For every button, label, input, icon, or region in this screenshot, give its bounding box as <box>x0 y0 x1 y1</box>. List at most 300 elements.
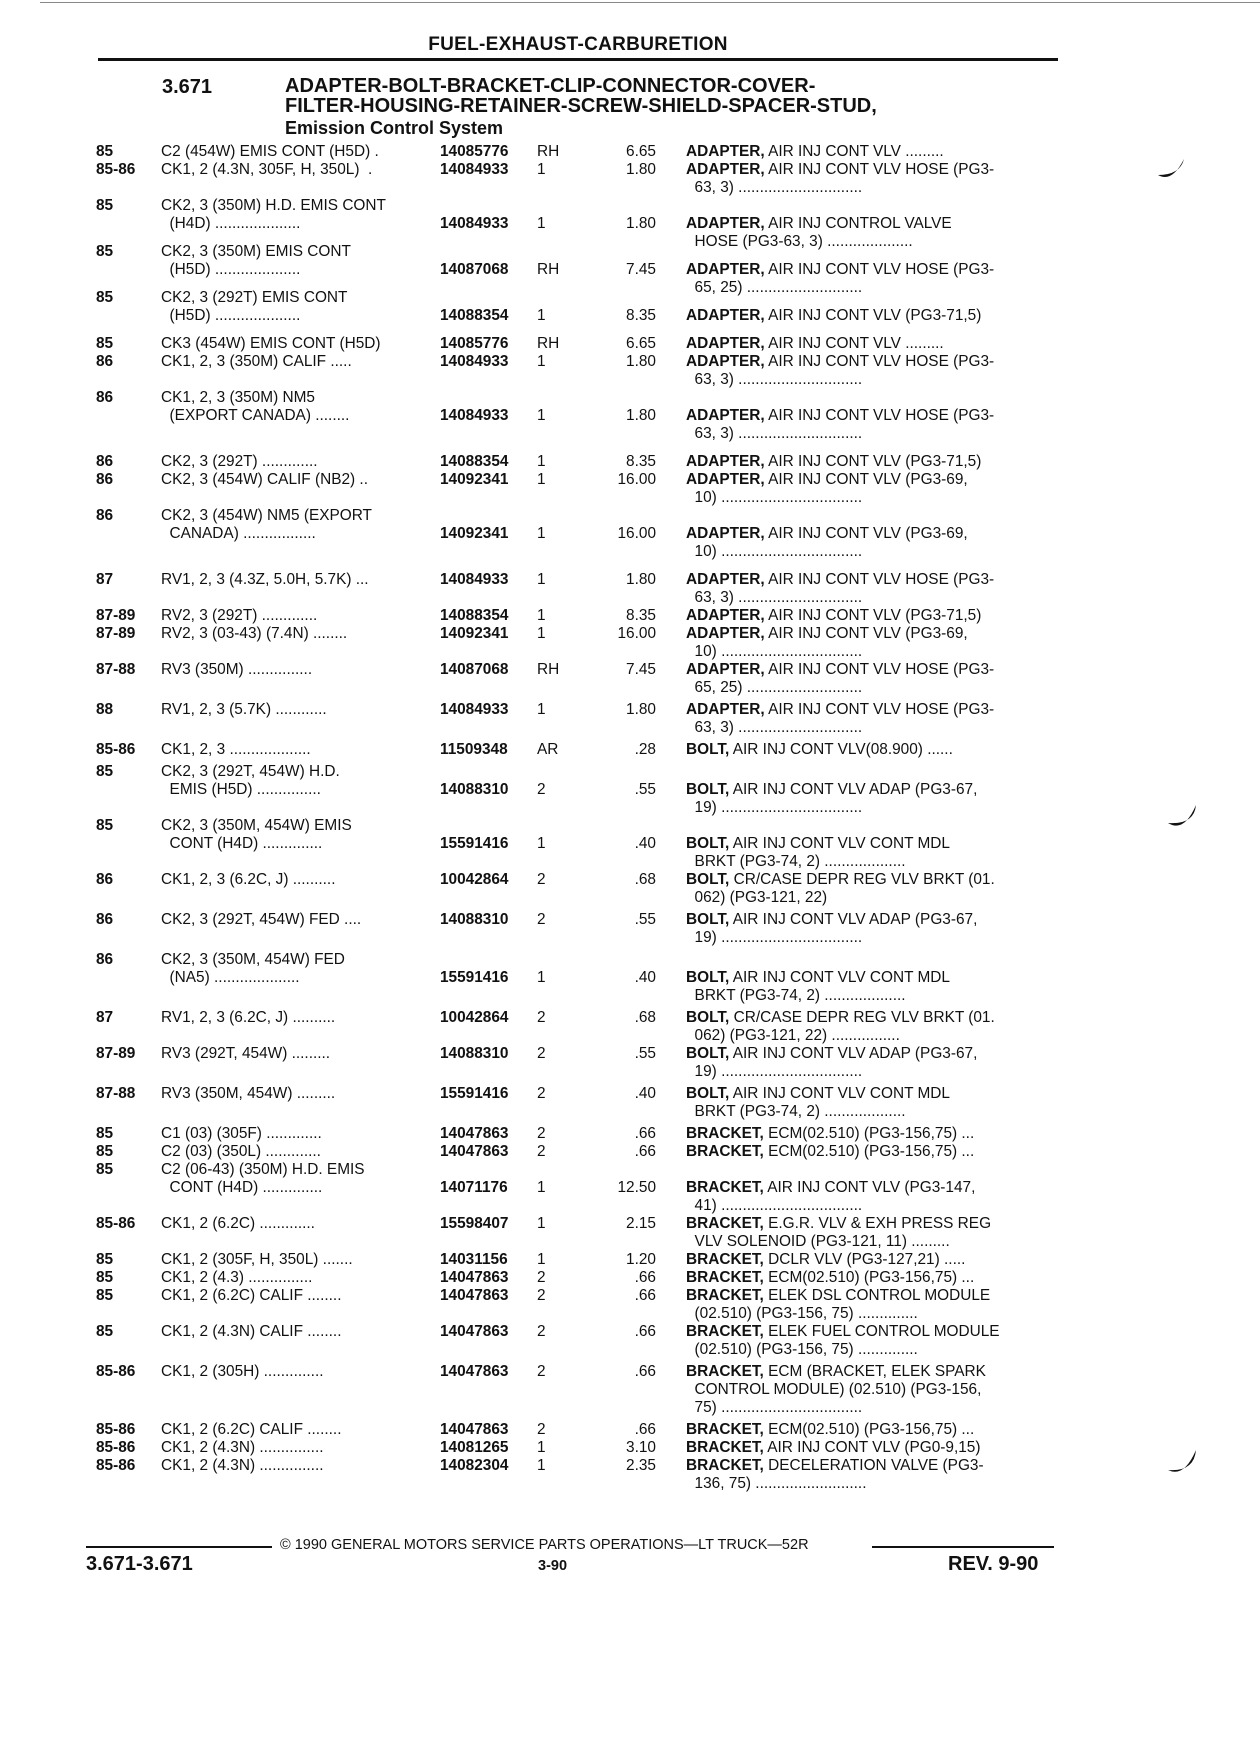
model-line: CK1, 2 (305H) .............. <box>161 1363 324 1380</box>
part-row <box>96 1421 1096 1439</box>
description-text: AIR INJ CONT VLV ......... <box>764 143 944 160</box>
description-line <box>686 1363 1108 1381</box>
model-line: (H5D) .................... <box>161 307 301 324</box>
quantity: 2 <box>537 1363 546 1380</box>
price: 1.80 <box>626 701 656 718</box>
part-number: 14047863 <box>440 1269 509 1286</box>
description-text: AIR INJ CONT VLV(08.900) ...... <box>729 741 953 758</box>
description-line: 10) ................................. <box>686 489 863 506</box>
description-text: AIR INJ CONT VLV (PG0-9,15) <box>763 1439 981 1456</box>
model-application <box>161 625 433 643</box>
model-year: 85 <box>96 1269 114 1286</box>
part-description <box>686 781 1108 817</box>
description-text: CR/CASE DEPR REG VLV BRKT (01. <box>729 1009 995 1026</box>
part-number: 14092341 <box>440 625 509 642</box>
model-application <box>161 701 433 719</box>
model-line: CK1, 2 (4.3N) ............... <box>161 1439 324 1456</box>
model-year: 85 <box>96 1251 114 1268</box>
price: .68 <box>634 871 656 888</box>
part-row <box>96 817 1096 871</box>
description-line <box>686 1421 1108 1439</box>
description-line: 062) (PG3-121, 22) ................ <box>686 1027 900 1044</box>
part-name: BRACKET, <box>686 1323 764 1340</box>
description-text: AIR INJ CONT VLV CONT MDL <box>729 1085 950 1102</box>
quantity: RH <box>537 261 560 278</box>
price: .66 <box>634 1421 656 1438</box>
price: 1.80 <box>626 161 656 178</box>
model-line: CK2, 3 (350M, 454W) FED <box>161 951 345 968</box>
top-edge-rule <box>40 2 1260 3</box>
part-row <box>96 471 1096 507</box>
part-number: 14088310 <box>440 911 509 928</box>
description-line <box>686 969 1108 987</box>
model-application <box>161 911 433 929</box>
description-line <box>686 143 1108 161</box>
description-line <box>686 353 1108 371</box>
part-number: 14084933 <box>440 571 509 588</box>
part-description <box>686 471 1108 507</box>
description-line: 062) (PG3-121, 22) <box>686 889 828 906</box>
part-row <box>96 871 1096 911</box>
description-line: VLV SOLENOID (PG3-121, 11) ......... <box>686 1233 950 1250</box>
part-name: BOLT, <box>686 1085 730 1102</box>
description-text: DCLR VLV (PG3-127,21) ..... <box>763 1251 966 1268</box>
model-line: CK1, 2, 3 ................... <box>161 741 311 758</box>
part-description <box>686 143 1108 161</box>
model-line: CK2, 3 (350M) EMIS CONT <box>161 243 351 260</box>
model-year: 85-86 <box>96 1215 136 1232</box>
description-line: 63, 3) ............................. <box>686 179 863 196</box>
part-description <box>686 407 1108 443</box>
price: .66 <box>634 1143 656 1160</box>
quantity: 2 <box>537 1085 546 1102</box>
price: 8.35 <box>626 453 656 470</box>
quantity: 1 <box>537 1439 546 1456</box>
model-application <box>161 453 433 471</box>
description-line <box>686 215 1108 233</box>
part-description <box>686 625 1108 661</box>
description-line: 10) ................................. <box>686 543 863 560</box>
description-line <box>686 607 1108 625</box>
model-year: 87 <box>96 1009 114 1026</box>
part-name: BOLT, <box>686 911 730 928</box>
model-year: 87 <box>96 571 114 588</box>
part-name: BOLT, <box>686 741 730 758</box>
model-year: 86 <box>96 507 114 524</box>
part-row <box>96 1045 1096 1085</box>
model-line: C2 (03) (350L) ............. <box>161 1143 321 1160</box>
model-line: RV2, 3 (03-43) (7.4N) ........ <box>161 625 348 642</box>
quantity: 2 <box>537 1421 546 1438</box>
description-line <box>686 161 1108 179</box>
description-line <box>686 911 1108 929</box>
description-line <box>686 1009 1108 1027</box>
description-text: ECM(02.510) (PG3-156,75) ... <box>763 1143 975 1160</box>
description-text: AIR INJ CONT VLV HOSE (PG3- <box>764 353 995 370</box>
part-name: ADAPTER, <box>686 661 765 678</box>
model-line: EMIS (H5D) ............... <box>161 781 321 798</box>
description-line <box>686 625 1108 643</box>
part-description <box>686 1045 1108 1081</box>
price: .40 <box>634 1085 656 1102</box>
price: .55 <box>634 911 656 928</box>
description-line <box>686 1439 1108 1457</box>
part-number: 15598407 <box>440 1215 509 1232</box>
part-number: 14082304 <box>440 1457 509 1474</box>
price: 1.80 <box>626 353 656 370</box>
description-text: AIR INJ CONT VLV HOSE (PG3- <box>764 161 995 178</box>
model-line: RV2, 3 (292T) ............. <box>161 607 318 624</box>
model-application <box>161 243 433 279</box>
model-year: 86 <box>96 453 114 470</box>
quantity: 2 <box>537 1143 546 1160</box>
part-number: 14047863 <box>440 1143 509 1160</box>
quantity: 1 <box>537 407 546 424</box>
part-number: 14085776 <box>440 335 509 352</box>
description-line: BRKT (PG3-74, 2) ................... <box>686 987 906 1004</box>
quantity: 1 <box>537 307 546 324</box>
description-text: AIR INJ CONT VLV HOSE (PG3- <box>764 701 995 718</box>
part-description <box>686 1125 1108 1143</box>
price: 16.00 <box>617 625 656 642</box>
part-row <box>96 1085 1096 1125</box>
price: 7.45 <box>626 661 656 678</box>
part-number: 14087068 <box>440 261 509 278</box>
part-row <box>96 1439 1096 1457</box>
part-description <box>686 307 1108 325</box>
model-application <box>161 353 433 371</box>
model-year: 86 <box>96 389 114 406</box>
description-line: (02.510) (PG3-156, 75) .............. <box>686 1341 918 1358</box>
price: .66 <box>634 1323 656 1340</box>
price: 7.45 <box>626 261 656 278</box>
description-line: 19) ................................. <box>686 799 863 816</box>
description-line <box>686 1125 1108 1143</box>
description-text: AIR INJ CONT VLV (PG3-69, <box>764 625 968 642</box>
model-application <box>161 389 433 425</box>
description-text: AIR INJ CONT VLV CONT MDL <box>729 969 950 986</box>
model-year: 87-89 <box>96 625 136 642</box>
part-row <box>96 389 1096 453</box>
part-name: BRACKET, <box>686 1215 764 1232</box>
description-line: 10) ................................. <box>686 643 863 660</box>
part-number: 14047863 <box>440 1323 509 1340</box>
part-description <box>686 1323 1108 1359</box>
description-line <box>686 471 1108 489</box>
model-year: 88 <box>96 701 114 718</box>
model-application <box>161 161 433 179</box>
description-line <box>686 1323 1108 1341</box>
part-description <box>686 1085 1108 1121</box>
description-line: BRKT (PG3-74, 2) ................... <box>686 853 906 870</box>
binder-hole-mark-2 <box>1162 795 1202 835</box>
footer-revision: REV. 9-90 <box>948 1553 1039 1575</box>
part-number: 15591416 <box>440 969 509 986</box>
quantity: 1 <box>537 525 546 542</box>
model-year: 85 <box>96 243 114 260</box>
part-name: ADAPTER, <box>686 143 765 160</box>
part-name: BOLT, <box>686 969 730 986</box>
model-year: 86 <box>96 871 114 888</box>
model-line: CK1, 2 (6.2C) CALIF ........ <box>161 1287 342 1304</box>
model-year: 87-88 <box>96 661 136 678</box>
price: 2.35 <box>626 1457 656 1474</box>
price: .28 <box>634 741 656 758</box>
part-description <box>686 701 1108 737</box>
model-line: CK2, 3 (292T) ............. <box>161 453 318 470</box>
model-application <box>161 1045 433 1063</box>
description-line: 63, 3) ............................. <box>686 425 863 442</box>
part-name: ADAPTER, <box>686 607 765 624</box>
quantity: 1 <box>537 453 546 470</box>
model-line: CK1, 2 (4.3N, 305F, H, 350L) . <box>161 161 373 178</box>
quantity: 2 <box>537 1045 546 1062</box>
model-line: CANADA) ................. <box>161 525 316 542</box>
model-year: 85-86 <box>96 1457 136 1474</box>
part-row <box>96 1215 1096 1251</box>
description-line <box>686 1269 1108 1287</box>
model-line: RV3 (350M) ............... <box>161 661 313 678</box>
part-name: BOLT, <box>686 1045 730 1062</box>
model-year: 85 <box>96 335 114 352</box>
model-line: (H5D) .................... <box>161 261 301 278</box>
description-text: AIR INJ CONT VLV (PG3-71,5) <box>764 453 982 470</box>
part-description <box>686 1215 1108 1251</box>
description-line: 136, 75) .......................... <box>686 1475 867 1492</box>
model-year: 85 <box>96 817 114 834</box>
model-line: CK1, 2 (4.3) ............... <box>161 1269 313 1286</box>
part-number: 14047863 <box>440 1125 509 1142</box>
model-year: 85-86 <box>96 1421 136 1438</box>
description-text: AIR INJ CONT VLV HOSE (PG3- <box>764 407 995 424</box>
quantity: 1 <box>537 571 546 588</box>
model-line: CK1, 2, 3 (6.2C, J) .......... <box>161 871 336 888</box>
part-row <box>96 911 1096 951</box>
model-application <box>161 661 433 679</box>
part-description <box>686 871 1108 907</box>
model-line: CK1, 2 (305F, H, 350L) ....... <box>161 1251 353 1268</box>
part-name: BRACKET, <box>686 1421 764 1438</box>
model-application <box>161 1421 433 1439</box>
model-application <box>161 763 433 799</box>
description-line <box>686 407 1108 425</box>
section-number: 3.671 <box>162 76 213 98</box>
description-line <box>686 1045 1108 1063</box>
quantity: 2 <box>537 781 546 798</box>
model-application <box>161 607 433 625</box>
quantity: 2 <box>537 871 546 888</box>
quantity: RH <box>537 143 560 160</box>
model-application <box>161 1009 433 1027</box>
part-row <box>96 607 1096 625</box>
part-description <box>686 1363 1108 1417</box>
part-number: 14031156 <box>440 1251 508 1268</box>
description-text: AIR INJ CONT VLV (PG3-147, <box>763 1179 976 1196</box>
description-line: 63, 3) ............................. <box>686 589 863 606</box>
model-line: (NA5) .................... <box>161 969 300 986</box>
description-line: BRKT (PG3-74, 2) ................... <box>686 1103 906 1120</box>
part-row <box>96 741 1096 763</box>
description-text: CR/CASE DEPR REG VLV BRKT (01. <box>729 871 995 888</box>
price: 1.80 <box>626 407 656 424</box>
part-name: BRACKET, <box>686 1143 764 1160</box>
part-row <box>96 197 1096 250</box>
part-description <box>686 969 1108 1005</box>
description-line: 65, 25) ........................... <box>686 279 863 296</box>
part-number: 14085776 <box>440 143 509 160</box>
description-line: 63, 3) ............................. <box>686 719 863 736</box>
part-number: 14088310 <box>440 1045 509 1062</box>
part-description <box>686 835 1108 871</box>
quantity: 2 <box>537 1287 546 1304</box>
model-line: C2 (454W) EMIS CONT (H5D) . <box>161 143 379 160</box>
model-line: (EXPORT CANADA) ........ <box>161 407 350 424</box>
part-row <box>96 1143 1096 1161</box>
model-year: 85 <box>96 197 114 214</box>
part-row <box>96 701 1096 741</box>
model-year: 86 <box>96 911 114 928</box>
section-title-line-2: FILTER-HOUSING-RETAINER-SCREW-SHIELD-SPACER-STUD, <box>285 95 877 117</box>
model-application <box>161 1085 433 1103</box>
model-application <box>161 335 433 353</box>
model-application <box>161 871 433 889</box>
model-line: CONT (H4D) .............. <box>161 835 323 852</box>
model-line: CK2, 3 (292T, 454W) H.D. <box>161 763 340 780</box>
model-year: 85 <box>96 1125 114 1142</box>
model-application <box>161 507 433 543</box>
part-name: ADAPTER, <box>686 261 765 278</box>
quantity: 1 <box>537 1251 546 1268</box>
part-number: 14092341 <box>440 525 509 542</box>
model-year: 85 <box>96 1287 114 1304</box>
part-row <box>96 661 1096 701</box>
description-text: AIR INJ CONT VLV HOSE (PG3- <box>764 571 995 588</box>
description-line <box>686 1287 1108 1305</box>
part-number: 11509348 <box>440 741 508 758</box>
model-line: RV3 (350M, 454W) ......... <box>161 1085 336 1102</box>
model-line: CK2, 3 (292T, 454W) FED .... <box>161 911 362 928</box>
quantity: 2 <box>537 911 546 928</box>
part-name: BOLT, <box>686 781 730 798</box>
model-line: CK1, 2 (6.2C) ............. <box>161 1215 315 1232</box>
part-description <box>686 1179 1108 1215</box>
description-line <box>686 1085 1108 1103</box>
model-line: CK2, 3 (454W) CALIF (NB2) .. <box>161 471 368 488</box>
price: .40 <box>634 969 656 986</box>
model-line: RV1, 2, 3 (4.3Z, 5.0H, 5.7K) ... <box>161 571 369 588</box>
part-row <box>96 1287 1096 1323</box>
part-row <box>96 1457 1096 1493</box>
part-row <box>96 1125 1096 1143</box>
description-line <box>686 525 1108 543</box>
part-name: BOLT, <box>686 871 730 888</box>
model-line: CK2, 3 (454W) NM5 (EXPORT <box>161 507 372 524</box>
part-row <box>96 1161 1096 1215</box>
description-text: AIR INJ CONTROL VALVE <box>764 215 952 232</box>
quantity: 1 <box>537 701 546 718</box>
description-text: ECM(02.510) (PG3-156,75) ... <box>763 1269 975 1286</box>
description-text: AIR INJ CONT VLV ADAP (PG3-67, <box>729 781 978 798</box>
price: 6.65 <box>626 335 656 352</box>
description-line <box>686 835 1108 853</box>
part-number: 14088354 <box>440 307 509 324</box>
part-row <box>96 571 1096 607</box>
model-application <box>161 1215 433 1233</box>
part-row <box>96 763 1096 817</box>
description-line <box>686 453 1108 471</box>
part-description <box>686 1143 1108 1161</box>
model-line: C2 (06-43) (350M) H.D. EMIS <box>161 1161 365 1178</box>
price: 16.00 <box>617 471 656 488</box>
description-line <box>686 571 1108 589</box>
model-line: CK2, 3 (350M) H.D. EMIS CONT <box>161 197 386 214</box>
section-title <box>285 76 1105 116</box>
model-year: 85 <box>96 143 114 160</box>
footer-rule-right <box>872 1546 1054 1548</box>
part-number: 14071176 <box>440 1179 508 1196</box>
model-application <box>161 197 433 233</box>
part-description <box>686 661 1108 697</box>
part-name: ADAPTER, <box>686 571 765 588</box>
model-year: 87-89 <box>96 607 136 624</box>
quantity: 2 <box>537 1323 546 1340</box>
part-name: ADAPTER, <box>686 471 765 488</box>
quantity: 1 <box>537 215 546 232</box>
model-year: 86 <box>96 471 114 488</box>
part-row <box>96 161 1096 197</box>
binder-hole-mark-3 <box>1162 1440 1202 1480</box>
model-year: 85-86 <box>96 161 136 178</box>
description-text: AIR INJ CONT VLV (PG3-69, <box>764 471 968 488</box>
part-description <box>686 353 1108 389</box>
description-line <box>686 1179 1108 1197</box>
quantity: 1 <box>537 353 546 370</box>
description-line <box>686 701 1108 719</box>
description-line: 41) ................................. <box>686 1197 863 1214</box>
model-year: 85-86 <box>96 1439 136 1456</box>
model-year: 85 <box>96 1323 114 1340</box>
part-number: 14084933 <box>440 701 509 718</box>
price: .55 <box>634 1045 656 1062</box>
part-name: BRACKET, <box>686 1269 764 1286</box>
model-application <box>161 1363 433 1381</box>
binder-hole-mark-1 <box>1150 145 1190 185</box>
quantity: 1 <box>537 1215 546 1232</box>
part-number: 14047863 <box>440 1363 509 1380</box>
part-number: 15591416 <box>440 1085 509 1102</box>
part-row <box>96 1363 1096 1421</box>
part-name: ADAPTER, <box>686 161 765 178</box>
description-line: 65, 25) ........................... <box>686 679 863 696</box>
part-description <box>686 741 1108 759</box>
model-application <box>161 1439 433 1457</box>
part-row <box>96 1251 1096 1269</box>
parts-list <box>96 143 1096 1493</box>
part-number: 14088354 <box>440 607 509 624</box>
part-name: ADAPTER, <box>686 453 765 470</box>
model-application <box>161 1161 433 1197</box>
model-line: RV1, 2, 3 (5.7K) ............ <box>161 701 327 718</box>
part-row <box>96 335 1096 353</box>
description-line <box>686 1457 1108 1475</box>
quantity: 1 <box>537 161 546 178</box>
description-line <box>686 781 1108 799</box>
part-name: ADAPTER, <box>686 215 765 232</box>
section-title-line-1: ADAPTER-BOLT-BRACKET-CLIP-CONNECTOR-COVER- <box>285 75 816 97</box>
part-number: 14084933 <box>440 161 509 178</box>
description-line: 63, 3) ............................. <box>686 371 863 388</box>
part-number: 14088310 <box>440 781 509 798</box>
